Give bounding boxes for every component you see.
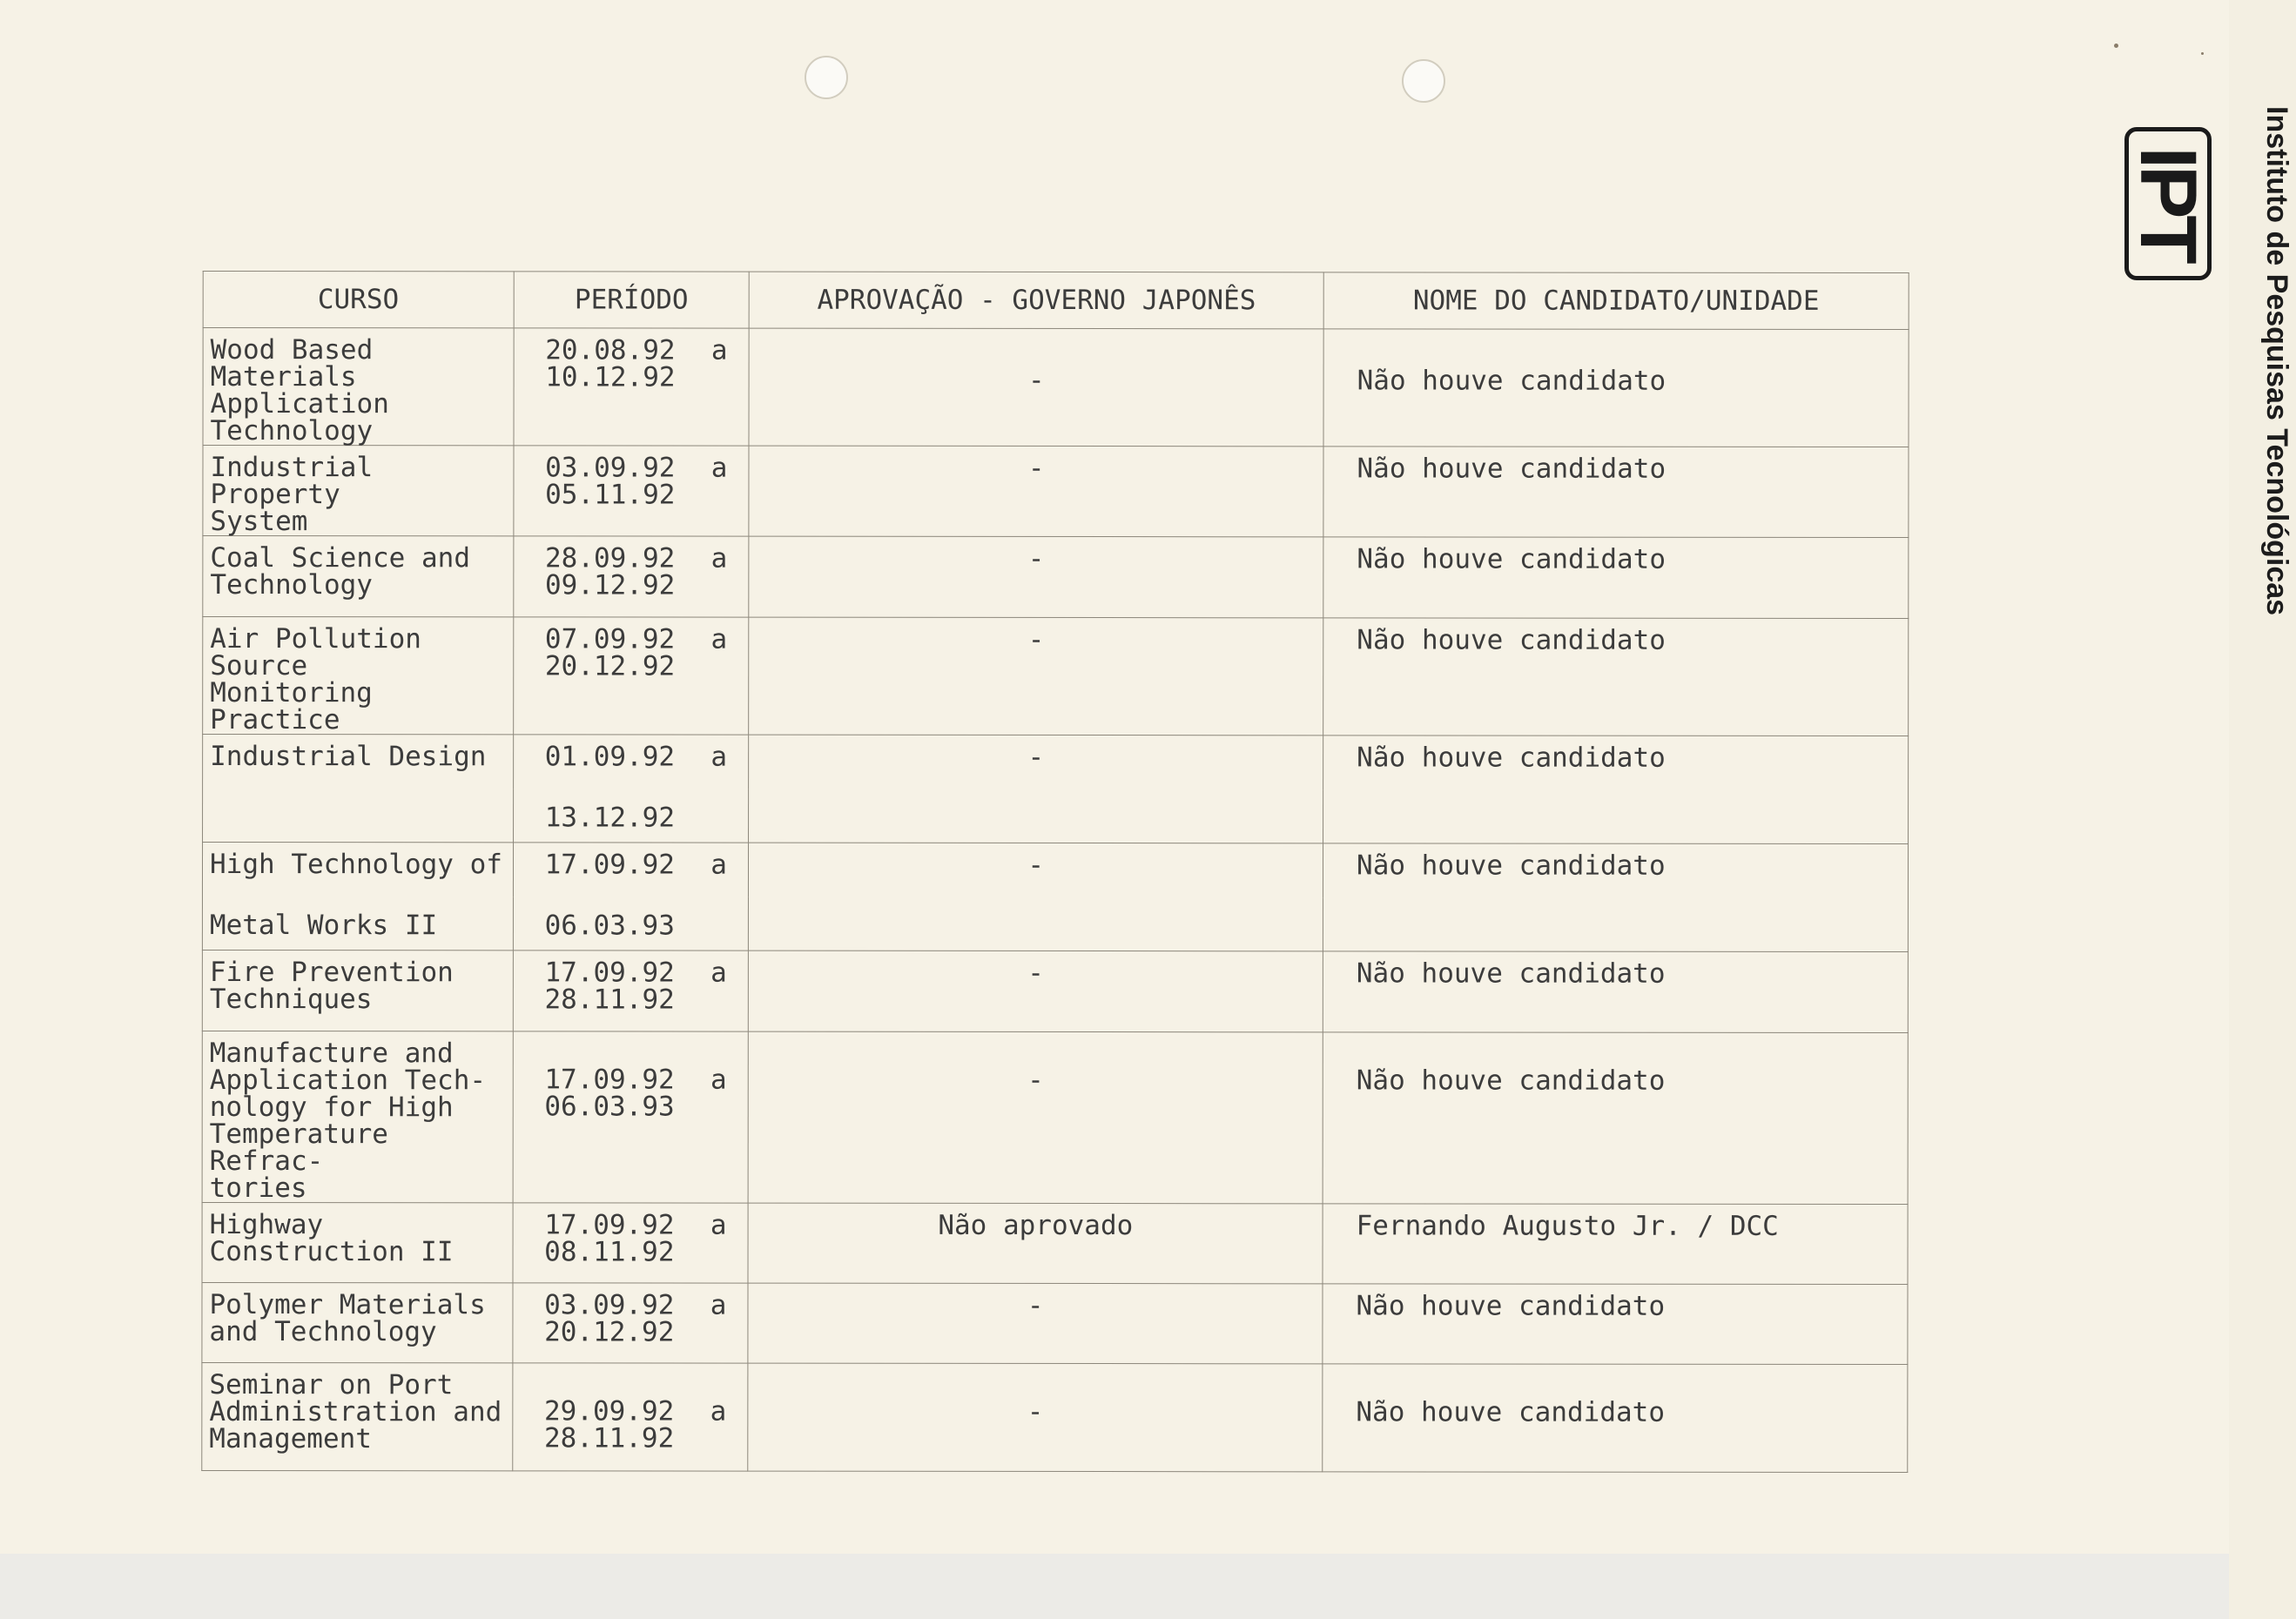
course-cell: Polymer Materials and Technology: [202, 1282, 513, 1362]
period-cell: [513, 1283, 749, 1363]
approval-cell: -: [749, 951, 1323, 1032]
period-end: 09.12.92: [544, 569, 676, 601]
candidate-cell-empty: [1323, 897, 1908, 952]
approval-cell: -: [749, 536, 1323, 618]
table-row: [202, 950, 1908, 1032]
period-end: 28.11.92: [544, 984, 675, 1016]
approval-cell: -: [749, 735, 1323, 789]
table-row-continuation: [202, 896, 1908, 951]
period-start: 17.09.92: [544, 1209, 675, 1241]
period-cell: [513, 617, 749, 735]
period-start: 20.08.92: [545, 334, 676, 366]
course-cell: Manufacture and Application Tech- nology for High Temperature Refrac- tories: [202, 1031, 513, 1202]
period-start: 03.09.92: [544, 1289, 675, 1321]
table-row-continuation: [203, 788, 1909, 843]
paper-speck: [2201, 52, 2204, 55]
punch-hole-left: [805, 56, 848, 99]
period-sep: a: [710, 957, 727, 989]
candidate-cell: Não houve candidato: [1323, 1032, 1908, 1205]
approval-cell: -: [749, 446, 1323, 537]
candidate-cell: Não houve candidato: [1323, 843, 1909, 898]
period-sep: a: [710, 542, 728, 574]
period-start: 29.09.92: [543, 1395, 675, 1428]
scanner-background: [0, 1554, 2229, 1619]
period-start: 28.09.92: [544, 542, 676, 574]
period-start: 03.09.92: [545, 452, 676, 484]
course-cell: Industrial Property System: [203, 445, 514, 535]
course-cell: Seminar on Port Administration and Management: [202, 1362, 513, 1470]
course-cell: High Technology of: [202, 842, 513, 896]
table-row: [203, 734, 1909, 789]
period-sep: a: [710, 452, 728, 484]
course-cell: Air Pollution Source Monitoring Practice: [203, 616, 514, 734]
table-row: [202, 1362, 1908, 1472]
period-end: 20.12.92: [544, 1316, 675, 1348]
approval-cell-empty: [749, 789, 1323, 843]
period-end: 06.03.93: [513, 897, 749, 951]
course-cell: Metal Works II: [202, 896, 513, 950]
period-cell: [512, 1363, 748, 1471]
course-cell: Wood Based Materials Application Technology: [203, 327, 514, 445]
period-cell: [513, 1203, 749, 1283]
courses-table: [201, 271, 1909, 1473]
course-cell-empty: [203, 788, 514, 842]
course-cell: Fire Prevention Techniques: [202, 950, 513, 1031]
candidate-cell: Não houve candidato: [1323, 1284, 1908, 1365]
period-end: 10.12.92: [545, 361, 676, 393]
header-periodo: PERÍODO: [514, 272, 750, 328]
candidate-cell: Não houve candidato: [1323, 736, 1909, 790]
period-end: 13.12.92: [513, 789, 749, 843]
period-cell: [514, 446, 750, 536]
header-candidato: NOME DO CANDIDATO/UNIDADE: [1323, 272, 1909, 330]
approval-cell: -: [748, 1363, 1323, 1472]
period-cell: [513, 735, 749, 789]
paper-speck: [2114, 44, 2118, 48]
period-sep: a: [710, 741, 728, 773]
candidate-cell: Fernando Augusto Jr. / DCC: [1323, 1204, 1908, 1285]
table-row: [203, 535, 1909, 618]
table-row: [202, 1202, 1908, 1284]
table-row: [202, 1031, 1908, 1204]
approval-cell: -: [749, 843, 1323, 897]
institute-name: Instituto de Pesquisas Tecnológicas: [2260, 106, 2293, 616]
candidate-cell: Não houve candidato: [1323, 951, 1908, 1033]
period-sep: a: [710, 1289, 727, 1321]
candidate-cell: Não houve candidato: [1323, 447, 1909, 538]
period-sep: a: [710, 1395, 727, 1428]
period-start: 17.09.92: [544, 849, 675, 881]
table-header-row: [203, 271, 1909, 329]
approval-cell: -: [749, 328, 1323, 447]
period-sep: a: [710, 334, 728, 366]
period-cell: [513, 1031, 749, 1203]
approval-cell: -: [749, 617, 1323, 736]
letterhead: [2124, 122, 2212, 731]
table-row: [202, 1282, 1908, 1364]
table-row: [202, 842, 1908, 897]
period-end: 06.03.93: [544, 1091, 675, 1123]
period-end: 05.11.92: [545, 479, 676, 511]
period-cell: [513, 951, 749, 1031]
course-cell: Highway Construction II: [202, 1202, 513, 1282]
table-row: [203, 327, 1909, 447]
logo-text: IPT: [2124, 146, 2212, 261]
approval-cell: Não aprovado: [748, 1203, 1323, 1284]
period-sep: a: [710, 849, 727, 881]
approval-cell-empty: [749, 897, 1323, 951]
candidate-cell: Não houve candidato: [1323, 1364, 1908, 1473]
candidate-cell: Não houve candidato: [1323, 537, 1909, 619]
period-start: 17.09.92: [544, 1064, 675, 1096]
period-start: 17.09.92: [544, 957, 675, 989]
approval-cell: -: [749, 1031, 1323, 1204]
candidate-cell: Não houve candidato: [1323, 618, 1909, 736]
period-end: 08.11.92: [544, 1236, 675, 1268]
candidate-cell: Não houve candidato: [1323, 329, 1909, 447]
period-sep: a: [710, 1209, 727, 1241]
approval-cell: -: [748, 1283, 1323, 1364]
period-end: 28.11.92: [543, 1422, 675, 1454]
period-end: 20.12.92: [544, 650, 676, 682]
period-cell: [514, 328, 750, 446]
header-aprovacao: APROVAÇÃO - GOVERNO JAPONÊS: [750, 272, 1324, 329]
period-start: 01.09.92: [544, 741, 676, 773]
course-cell: Coal Science and Technology: [203, 535, 514, 616]
ipt-logo: [2124, 127, 2212, 280]
course-cell: Industrial Design: [203, 734, 514, 788]
period-sep: a: [710, 1064, 727, 1096]
table-row: [203, 616, 1909, 736]
period-start: 07.09.92: [544, 623, 676, 655]
candidate-cell-empty: [1323, 789, 1909, 844]
header-curso: CURSO: [203, 271, 514, 327]
table-row: [203, 445, 1909, 537]
period-sep: a: [710, 623, 728, 655]
period-cell: [513, 536, 749, 617]
period-cell: [513, 843, 749, 897]
punch-hole-right: [1402, 59, 1445, 103]
